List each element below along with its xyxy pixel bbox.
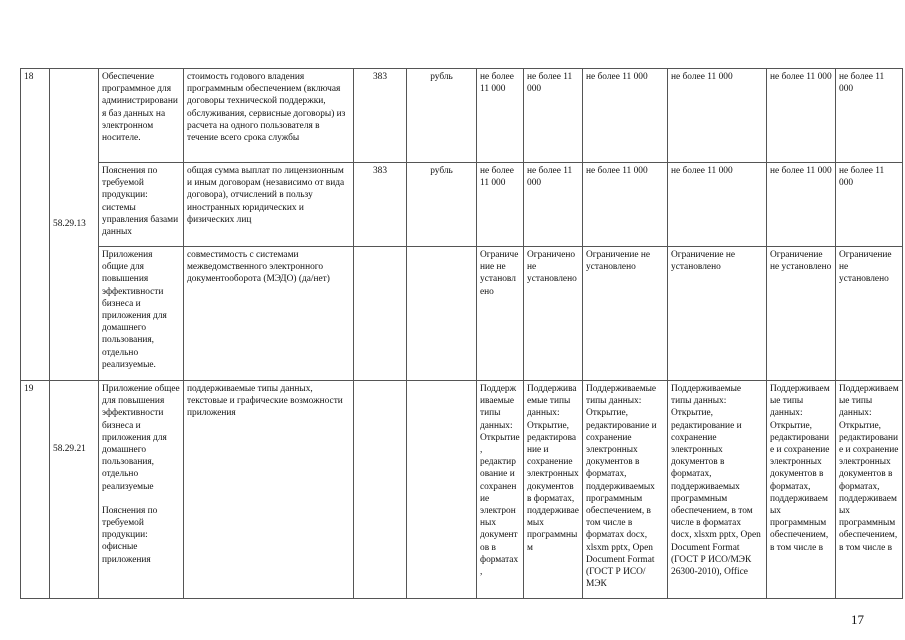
characteristic: поддерживаемые типы данных, текстовые и графические возможности приложения [184, 381, 354, 599]
okei-code: 383 [354, 69, 407, 163]
okpd-code [50, 69, 99, 381]
value-cell: Ограничение не установлено [668, 247, 767, 381]
okei-code [354, 381, 407, 599]
value-cell: Ограничение не установлено [836, 247, 903, 381]
characteristic: совместимость с системами межведомственного электронного документооборота (МЭДО) (да/нет) [184, 247, 354, 381]
value-cell: Поддерживаемые типы данных: Открытие, редактирование и сохранение электронных документов в форматах, поддерживаемых программным обеспечением, в том числе в форматах docx, xlsxm pptx, Open Document Format (ГОСТ Р ИСО/МЭК 26300-2010), Office [668, 381, 767, 599]
value-cell: Поддерживаемые типы данных: Открытие, редактирование и сохранение электронных документов в форматах, поддерживаемых программным обеспечением, в том числе в [767, 381, 836, 599]
value-cell: Поддерживаемые типы данных: Открытие, редактирование и сохранение электронных документов в форматах, поддерживаемых программным обеспечением, в том числе в [836, 381, 903, 599]
item-name [99, 381, 184, 599]
unit: рубль [407, 69, 477, 163]
value-cell: не более 11 000 [524, 163, 583, 247]
page-number: 17 [851, 612, 864, 627]
table-row [21, 247, 903, 381]
characteristic: стоимость годового владения программным обеспечением (включая договоры технической поддержки, обслуживания, сервисные договоры) из расчета на одного пользователя в течение всего срока службы [184, 69, 354, 163]
item-name-main: Приложение общее для повышения эффективности бизнеса и приложения для домашнего пользования, отдельно реализуемые [102, 384, 180, 492]
value-cell: не более 11 000 [836, 69, 903, 163]
item-explanation: Пояснения по требуемой продукции: офисные приложения [102, 505, 158, 565]
value-cell: Поддерживаемые типы данных: Открытие, редактирование и сохранение электронных документов в форматах, поддерживаемых программным [524, 381, 583, 599]
table-row [21, 163, 903, 247]
table-row [21, 69, 903, 163]
value-cell: не более 11 000 [524, 69, 583, 163]
okei-code [354, 247, 407, 381]
okpd-code: 58.29.21 [50, 381, 99, 599]
unit: рубль [407, 163, 477, 247]
okei-code: 383 [354, 163, 407, 247]
value-cell: Поддерживаемые типы данных: Открытие, редактирование и сохранение электронных документов в форматах, поддерживаемых программным обеспечением, в том числе в форматах docx, xlsxm pptx, Open Document Format (ГОСТ Р ИСО/МЭК [583, 381, 668, 599]
value-cell: не более 11 000 [767, 69, 836, 163]
value-cell: не более 11 000 [583, 69, 668, 163]
value-cell: Ограничение не установлено [583, 247, 668, 381]
value-cell: не более 11 000 [668, 163, 767, 247]
unit [407, 381, 477, 599]
requirements-table [20, 68, 903, 599]
characteristic: общая сумма выплат по лицензионным и иным договорам (независимо от вида договора), отчислений в пользу иностранных юридических и физических лиц [184, 163, 354, 247]
value-cell: Поддерживаемые типы данных: Открытие, редактирование и сохранение электронных документов в форматах, [477, 381, 524, 599]
value-cell: не более 11 000 [836, 163, 903, 247]
item-name: Обеспечение программное для администрирования баз данных на электронном носителе. [99, 69, 184, 163]
value-cell: не более 11 000 [668, 69, 767, 163]
value-cell: не более 11 000 [767, 163, 836, 247]
value-cell: Ограничение не установлено [477, 247, 524, 381]
table-row [21, 381, 903, 599]
value-cell: не более 11 000 [583, 163, 668, 247]
okpd-code-text: 58.29.13 [53, 219, 86, 230]
row-number: 18 [21, 69, 50, 381]
item-name: Пояснения по требуемой продукции: системы управления базами данных [99, 163, 184, 247]
value-cell: Ограничение не установлено [767, 247, 836, 381]
item-name: Приложения общие для повышения эффективности бизнеса и приложения для домашнего пользования, отдельно реализуемые. [99, 247, 184, 381]
value-cell: не более 11 000 [477, 69, 524, 163]
value-cell: не более 11 000 [477, 163, 524, 247]
value-cell: Ограничено не установлено [524, 247, 583, 381]
unit [407, 247, 477, 381]
row-number: 19 [21, 381, 50, 599]
